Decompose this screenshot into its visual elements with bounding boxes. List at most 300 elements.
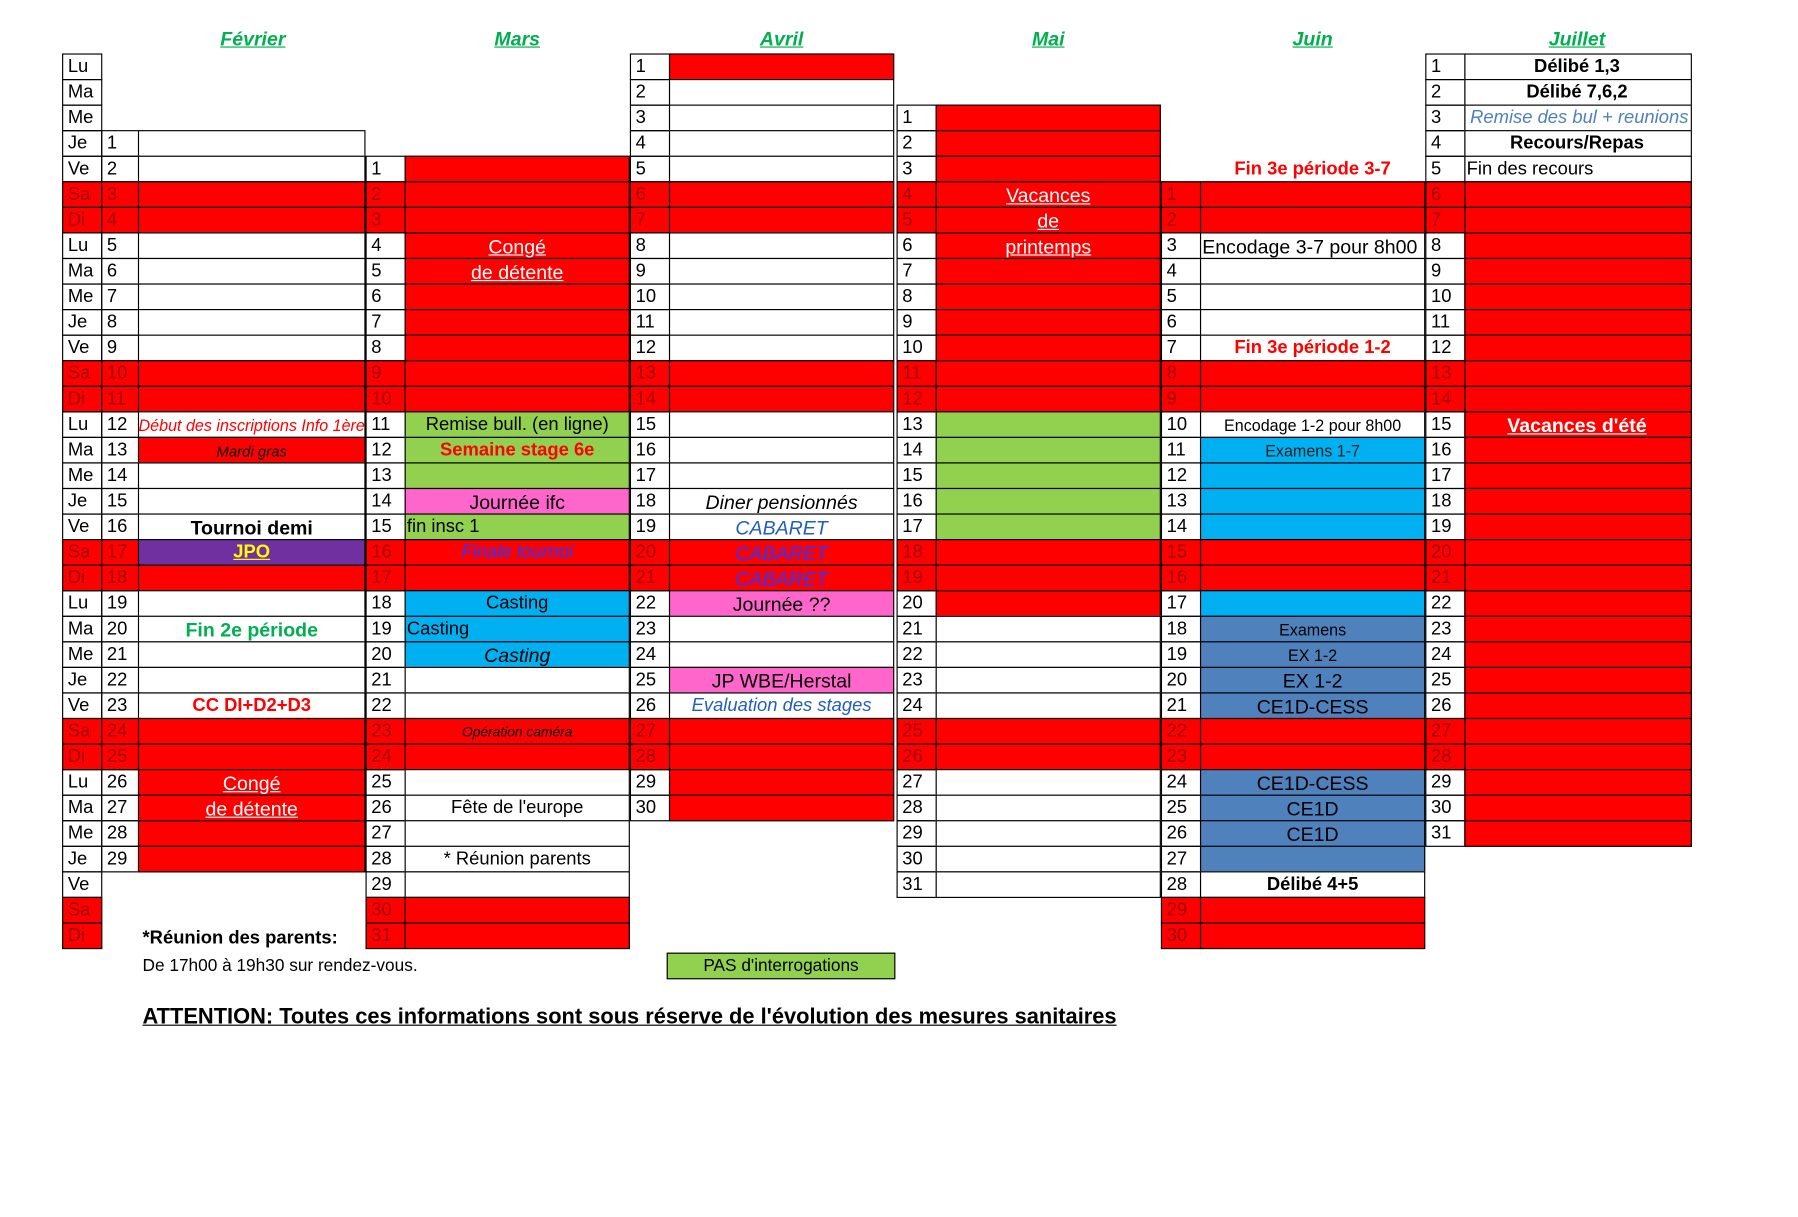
event-jun-25: CE1D (1286, 797, 1339, 820)
day-number-cell: 17 (1425, 462, 1465, 489)
day-number-cell: 8 (630, 232, 670, 259)
day-number-cell: 1 (1161, 181, 1201, 208)
day-event-cell (936, 820, 1161, 847)
event-jun-11: Examens 1-7 (1265, 441, 1361, 461)
day-number-cell: 2 (1161, 207, 1201, 234)
day-number-cell: 2 (366, 181, 406, 208)
day-event-cell (1464, 309, 1692, 336)
event-apr-18: Diner pensionnés (705, 490, 858, 513)
day-number-cell: 4 (1161, 258, 1201, 285)
day-number-cell: 25 (1161, 795, 1201, 822)
day-number-cell: 13 (101, 437, 141, 464)
day-event-cell (138, 743, 366, 770)
day-event-cell (138, 360, 366, 387)
day-number-cell: 16 (366, 539, 406, 566)
day-event-cell (138, 667, 366, 694)
day-number-cell: 17 (366, 565, 406, 592)
day-event-cell (405, 667, 630, 694)
day-number-cell: 14 (366, 488, 406, 515)
day-number-cell: 15 (101, 488, 141, 515)
event-jun-10: Encodage 1-2 pour 8h00 (1224, 415, 1402, 435)
day-number-cell: 26 (366, 795, 406, 822)
day-number-cell: 15 (1161, 539, 1201, 566)
day-number-cell: 7 (1161, 335, 1201, 362)
day-event-cell (1464, 743, 1692, 770)
day-event-cell (669, 105, 894, 132)
day-number-cell: 18 (1425, 488, 1465, 515)
day-number-cell: 23 (101, 692, 141, 719)
no-tests-legend: PAS d'interrogations (667, 953, 896, 980)
day-number-cell: 13 (897, 411, 937, 438)
day-number-cell: 26 (101, 769, 141, 796)
day-number-cell: 10 (366, 386, 406, 413)
event-apr-25: JP WBE/Herstal (711, 669, 852, 692)
event-apr-26: Evaluation des stages (691, 695, 872, 716)
day-number-cell: 13 (630, 360, 670, 387)
day-event-cell (936, 795, 1161, 822)
event-feb-17: JPO (233, 542, 271, 563)
month-header-juin: Juin (1292, 27, 1333, 50)
weekday-cell: Sa (62, 718, 102, 745)
weekday-cell: Ma (62, 795, 102, 822)
day-number-cell: 1 (101, 130, 141, 157)
day-event-cell (138, 130, 366, 157)
day-number-cell: 25 (630, 667, 670, 694)
day-event-cell (936, 616, 1161, 643)
day-number-cell: 24 (1161, 769, 1201, 796)
event-apr-20: CABARET (735, 541, 828, 565)
day-number-cell: 7 (630, 207, 670, 234)
day-number-cell: 12 (630, 335, 670, 362)
day-event-cell (936, 871, 1161, 898)
day-number-cell: 24 (1425, 641, 1465, 668)
event-jun-28: Délibé 4+5 (1266, 874, 1359, 895)
day-number-cell: 4 (366, 232, 406, 259)
day-number-cell: 5 (1425, 156, 1465, 183)
day-number-cell: 13 (1161, 488, 1201, 515)
event-feb-13: Mardi gras (216, 442, 288, 460)
day-number-cell: 30 (1425, 795, 1465, 822)
day-event-cell (1464, 360, 1692, 387)
day-number-cell: 26 (897, 743, 937, 770)
day-number-cell: 21 (101, 641, 141, 668)
day-number-cell: 20 (1425, 539, 1465, 566)
day-number-cell: 28 (1161, 871, 1201, 898)
day-number-cell: 11 (897, 360, 937, 387)
event-may-6: printemps (1005, 235, 1092, 258)
day-number-cell: 12 (1161, 462, 1201, 489)
weekday-cell: Ma (62, 258, 102, 285)
day-event-cell (1464, 283, 1692, 310)
day-event-cell (1200, 283, 1425, 310)
day-number-cell: 12 (366, 437, 406, 464)
day-number-cell: 9 (630, 258, 670, 285)
day-number-cell: 22 (1425, 590, 1465, 617)
event-jun-21: CE1D-CESS (1256, 695, 1369, 718)
day-number-cell: 5 (101, 232, 141, 259)
weekday-cell: Ma (62, 437, 102, 464)
day-event-cell (1200, 743, 1425, 770)
day-number-cell: 26 (630, 692, 670, 719)
day-number-cell: 2 (630, 79, 670, 106)
weekday-cell: Di (62, 386, 102, 413)
weekday-cell: Je (62, 846, 102, 873)
weekday-cell: Ve (62, 871, 102, 898)
day-event-cell (405, 922, 630, 949)
day-number-cell: 29 (897, 820, 937, 847)
day-event-cell (1464, 207, 1692, 234)
day-event-cell (936, 565, 1161, 592)
day-number-cell: 10 (897, 335, 937, 362)
day-number-cell: 5 (366, 258, 406, 285)
day-event-cell (669, 718, 894, 745)
event-may-5: de (1037, 209, 1060, 232)
weekday-cell: Je (62, 488, 102, 515)
day-event-cell (936, 846, 1161, 873)
day-event-cell (405, 335, 630, 362)
day-event-cell (405, 820, 630, 847)
day-number-cell: 13 (1425, 360, 1465, 387)
day-event-cell (1464, 513, 1692, 540)
day-number-cell: 3 (897, 156, 937, 183)
day-number-cell: 8 (1161, 360, 1201, 387)
event-mar-15: fin insc 1 (406, 516, 480, 537)
day-event-cell (936, 590, 1161, 617)
day-number-cell: 6 (897, 232, 937, 259)
day-event-cell (669, 130, 894, 157)
day-number-cell: 20 (1161, 667, 1201, 694)
day-number-cell: 1 (366, 156, 406, 183)
day-number-cell: 3 (1161, 232, 1201, 259)
day-number-cell: 31 (897, 871, 937, 898)
day-number-cell: 18 (630, 488, 670, 515)
day-number-cell: 24 (897, 692, 937, 719)
day-number-cell: 3 (630, 105, 670, 132)
day-event-cell (405, 769, 630, 796)
day-event-cell (405, 181, 630, 208)
day-event-cell (1464, 258, 1692, 285)
event-mar-18: Casting (486, 593, 549, 614)
day-event-cell (936, 769, 1161, 796)
day-number-cell: 25 (1425, 667, 1465, 694)
day-event-cell (1464, 616, 1692, 643)
day-number-cell: 21 (1425, 565, 1465, 592)
day-event-cell (1464, 386, 1692, 413)
day-event-cell (936, 488, 1161, 515)
event-jul-4: Recours/Repas (1510, 133, 1644, 154)
day-number-cell: 30 (897, 846, 937, 873)
weekday-cell: Lu (62, 590, 102, 617)
day-number-cell: 18 (1161, 616, 1201, 643)
day-number-cell: 2 (897, 130, 937, 157)
day-number-cell: 27 (101, 795, 141, 822)
day-event-cell (936, 692, 1161, 719)
day-event-cell (669, 641, 894, 668)
day-event-cell (1200, 513, 1425, 540)
day-number-cell: 29 (1425, 769, 1465, 796)
day-event-cell (669, 335, 894, 362)
day-event-cell (405, 871, 630, 898)
day-event-cell (1200, 922, 1425, 949)
day-number-cell: 30 (1161, 922, 1201, 949)
weekday-cell: Ve (62, 692, 102, 719)
day-number-cell: 16 (630, 437, 670, 464)
weekday-cell: Ma (62, 616, 102, 643)
day-event-cell (936, 667, 1161, 694)
day-event-cell (405, 309, 630, 336)
day-event-cell (669, 462, 894, 489)
day-number-cell: 27 (366, 820, 406, 847)
month-header-avril: Avril (759, 27, 804, 50)
day-event-cell (405, 743, 630, 770)
day-number-cell: 2 (101, 156, 141, 183)
event-mar-16: Finale tournoi (461, 542, 573, 563)
day-number-cell: 22 (101, 667, 141, 694)
day-event-cell (138, 309, 366, 336)
day-number-cell: 7 (897, 258, 937, 285)
day-number-cell: 16 (1161, 565, 1201, 592)
day-number-cell: 9 (897, 309, 937, 336)
day-number-cell: 21 (1161, 692, 1201, 719)
day-number-cell: 7 (366, 309, 406, 336)
day-number-cell: 9 (366, 360, 406, 387)
weekday-cell: Di (62, 922, 102, 949)
event-jun-18: Examens (1279, 620, 1347, 639)
day-event-cell (1464, 181, 1692, 208)
event-mar-20: Casting (484, 644, 551, 667)
day-event-cell (1200, 462, 1425, 489)
event-mar-19: Casting (406, 619, 470, 639)
day-event-cell (936, 462, 1161, 489)
weekday-cell: Me (62, 820, 102, 847)
event-jun-24: CE1D-CESS (1256, 771, 1369, 795)
day-event-cell (138, 462, 366, 489)
weekday-cell: Lu (62, 232, 102, 259)
event-feb-16: Tournoi demi (190, 516, 313, 539)
event-jun-19: EX 1-2 (1288, 645, 1338, 665)
day-number-cell: 16 (101, 513, 141, 540)
day-number-cell: 9 (101, 335, 141, 362)
day-number-cell: 9 (1425, 258, 1465, 285)
day-number-cell: 23 (897, 667, 937, 694)
event-jun-20: EX 1-2 (1282, 669, 1343, 692)
day-number-cell: 29 (630, 769, 670, 796)
day-event-cell (936, 335, 1161, 362)
day-number-cell: 2 (1425, 79, 1465, 106)
day-number-cell: 25 (366, 769, 406, 796)
event-jul-2: Délibé 7,6,2 (1526, 82, 1628, 103)
day-number-cell: 22 (1161, 718, 1201, 745)
day-event-cell (1200, 258, 1425, 285)
day-number-cell: 27 (1161, 846, 1201, 873)
day-number-cell: 18 (366, 590, 406, 617)
day-number-cell: 14 (101, 462, 141, 489)
day-number-cell: 3 (101, 181, 141, 208)
day-event-cell (936, 641, 1161, 668)
day-event-cell (138, 335, 366, 362)
day-event-cell (1200, 590, 1425, 617)
day-number-cell: 11 (101, 386, 141, 413)
day-event-cell (1464, 590, 1692, 617)
day-event-cell (1464, 641, 1692, 668)
weekday-cell: Me (62, 641, 102, 668)
event-mar-4: Congé (488, 235, 547, 258)
day-number-cell: 22 (366, 692, 406, 719)
event-feb-12: Début des inscriptions Info 1ère (138, 415, 365, 435)
day-number-cell: 17 (897, 513, 937, 540)
day-event-cell (1464, 795, 1692, 822)
day-event-cell (1200, 309, 1425, 336)
day-event-cell (1200, 360, 1425, 387)
day-number-cell: 3 (1425, 105, 1465, 132)
event-feb-20: Fin 2e période (185, 618, 318, 641)
day-event-cell (669, 386, 894, 413)
day-number-cell: 21 (630, 565, 670, 592)
day-number-cell: 13 (366, 462, 406, 489)
day-number-cell: 6 (101, 258, 141, 285)
day-number-cell: 20 (101, 616, 141, 643)
weekday-cell: Di (62, 207, 102, 234)
day-number-cell: 15 (897, 462, 937, 489)
day-event-cell (669, 258, 894, 285)
event-apr-22: Journée ?? (732, 593, 831, 616)
day-number-cell: 30 (630, 795, 670, 822)
weekday-cell: Ve (62, 513, 102, 540)
event-jun-above: Fin 3e période 3-7 (1234, 159, 1391, 179)
day-event-cell (669, 437, 894, 464)
day-event-cell (405, 207, 630, 234)
day-event-cell (936, 411, 1161, 438)
day-event-cell (1464, 488, 1692, 515)
weekday-cell: Sa (62, 181, 102, 208)
weekday-cell: Di (62, 743, 102, 770)
weekday-cell: Lu (62, 411, 102, 438)
day-event-cell (138, 232, 366, 259)
weekday-cell: Lu (62, 53, 102, 80)
day-number-cell: 24 (630, 641, 670, 668)
day-event-cell (1200, 846, 1425, 873)
event-mar-11: Remise bull. (en ligne) (425, 414, 609, 435)
day-number-cell: 24 (101, 718, 141, 745)
day-event-cell (1464, 667, 1692, 694)
day-number-cell: 11 (630, 309, 670, 336)
day-number-cell: 8 (366, 335, 406, 362)
day-number-cell: 26 (1161, 820, 1201, 847)
day-number-cell: 12 (101, 411, 141, 438)
day-event-cell (936, 539, 1161, 566)
event-mar-12: Semaine stage 6e (440, 440, 595, 461)
day-number-cell: 6 (366, 283, 406, 310)
day-event-cell (1200, 207, 1425, 234)
day-event-cell (1464, 335, 1692, 362)
day-number-cell: 23 (366, 718, 406, 745)
day-event-cell (405, 360, 630, 387)
day-number-cell: 15 (366, 513, 406, 540)
day-event-cell (936, 309, 1161, 336)
day-event-cell (405, 565, 630, 592)
weekday-cell: Ve (62, 335, 102, 362)
day-event-cell (936, 105, 1161, 132)
day-number-cell: 19 (101, 590, 141, 617)
weekday-cell: Sa (62, 897, 102, 924)
day-event-cell (669, 769, 894, 796)
weekday-cell: Je (62, 667, 102, 694)
day-event-cell (936, 156, 1161, 183)
weekday-cell: Me (62, 105, 102, 132)
day-event-cell (936, 386, 1161, 413)
day-number-cell: 10 (101, 360, 141, 387)
day-event-cell (405, 897, 630, 924)
event-jul-5: Fin des recours (1466, 159, 1594, 179)
day-event-cell (936, 283, 1161, 310)
reunion-note-title: *Réunion des parents: (142, 928, 338, 948)
day-number-cell: 3 (366, 207, 406, 234)
day-event-cell (138, 590, 366, 617)
day-event-cell (669, 156, 894, 183)
day-number-cell: 18 (101, 565, 141, 592)
event-jun-7: Fin 3e période 1-2 (1234, 338, 1391, 358)
day-number-cell: 21 (366, 667, 406, 694)
day-event-cell (1464, 718, 1692, 745)
day-event-cell (1464, 437, 1692, 464)
day-number-cell: 14 (1425, 386, 1465, 413)
day-event-cell (936, 718, 1161, 745)
day-number-cell: 30 (366, 897, 406, 924)
day-event-cell (138, 386, 366, 413)
day-event-cell (669, 207, 894, 234)
event-may-4: Vacances (1006, 184, 1091, 207)
weekday-cell: Lu (62, 769, 102, 796)
day-number-cell: 19 (366, 616, 406, 643)
day-number-cell: 23 (630, 616, 670, 643)
weekday-cell: Me (62, 283, 102, 310)
event-mar-23: Opération caméra (462, 723, 573, 741)
event-apr-21: CABARET (735, 567, 828, 590)
day-number-cell: 4 (897, 181, 937, 208)
day-number-cell: 6 (1425, 181, 1465, 208)
event-jun-3: Encodage 3-7 pour 8h00 (1202, 235, 1418, 258)
day-number-cell: 27 (630, 718, 670, 745)
day-number-cell: 7 (1425, 207, 1465, 234)
weekday-cell: Je (62, 309, 102, 336)
day-event-cell (669, 360, 894, 387)
day-number-cell: 27 (1425, 718, 1465, 745)
weekday-cell: Ma (62, 79, 102, 106)
day-event-cell (138, 488, 366, 515)
day-number-cell: 4 (630, 130, 670, 157)
day-event-cell (936, 437, 1161, 464)
weekday-cell: Me (62, 462, 102, 489)
day-number-cell: 26 (1425, 692, 1465, 719)
day-number-cell: 28 (1425, 743, 1465, 770)
day-event-cell (1464, 565, 1692, 592)
event-jul-1: Délibé 1,3 (1534, 56, 1620, 77)
day-event-cell (138, 207, 366, 234)
day-number-cell: 1 (897, 105, 937, 132)
day-event-cell (138, 181, 366, 208)
month-header-mars: Mars (494, 27, 541, 50)
day-number-cell: 25 (101, 743, 141, 770)
day-number-cell: 16 (897, 488, 937, 515)
day-number-cell: 4 (101, 207, 141, 234)
day-number-cell: 19 (1425, 513, 1465, 540)
day-number-cell: 15 (630, 411, 670, 438)
day-number-cell: 7 (101, 283, 141, 310)
day-event-cell (405, 283, 630, 310)
day-event-cell (405, 462, 630, 489)
day-number-cell: 17 (101, 539, 141, 566)
day-event-cell (669, 795, 894, 822)
